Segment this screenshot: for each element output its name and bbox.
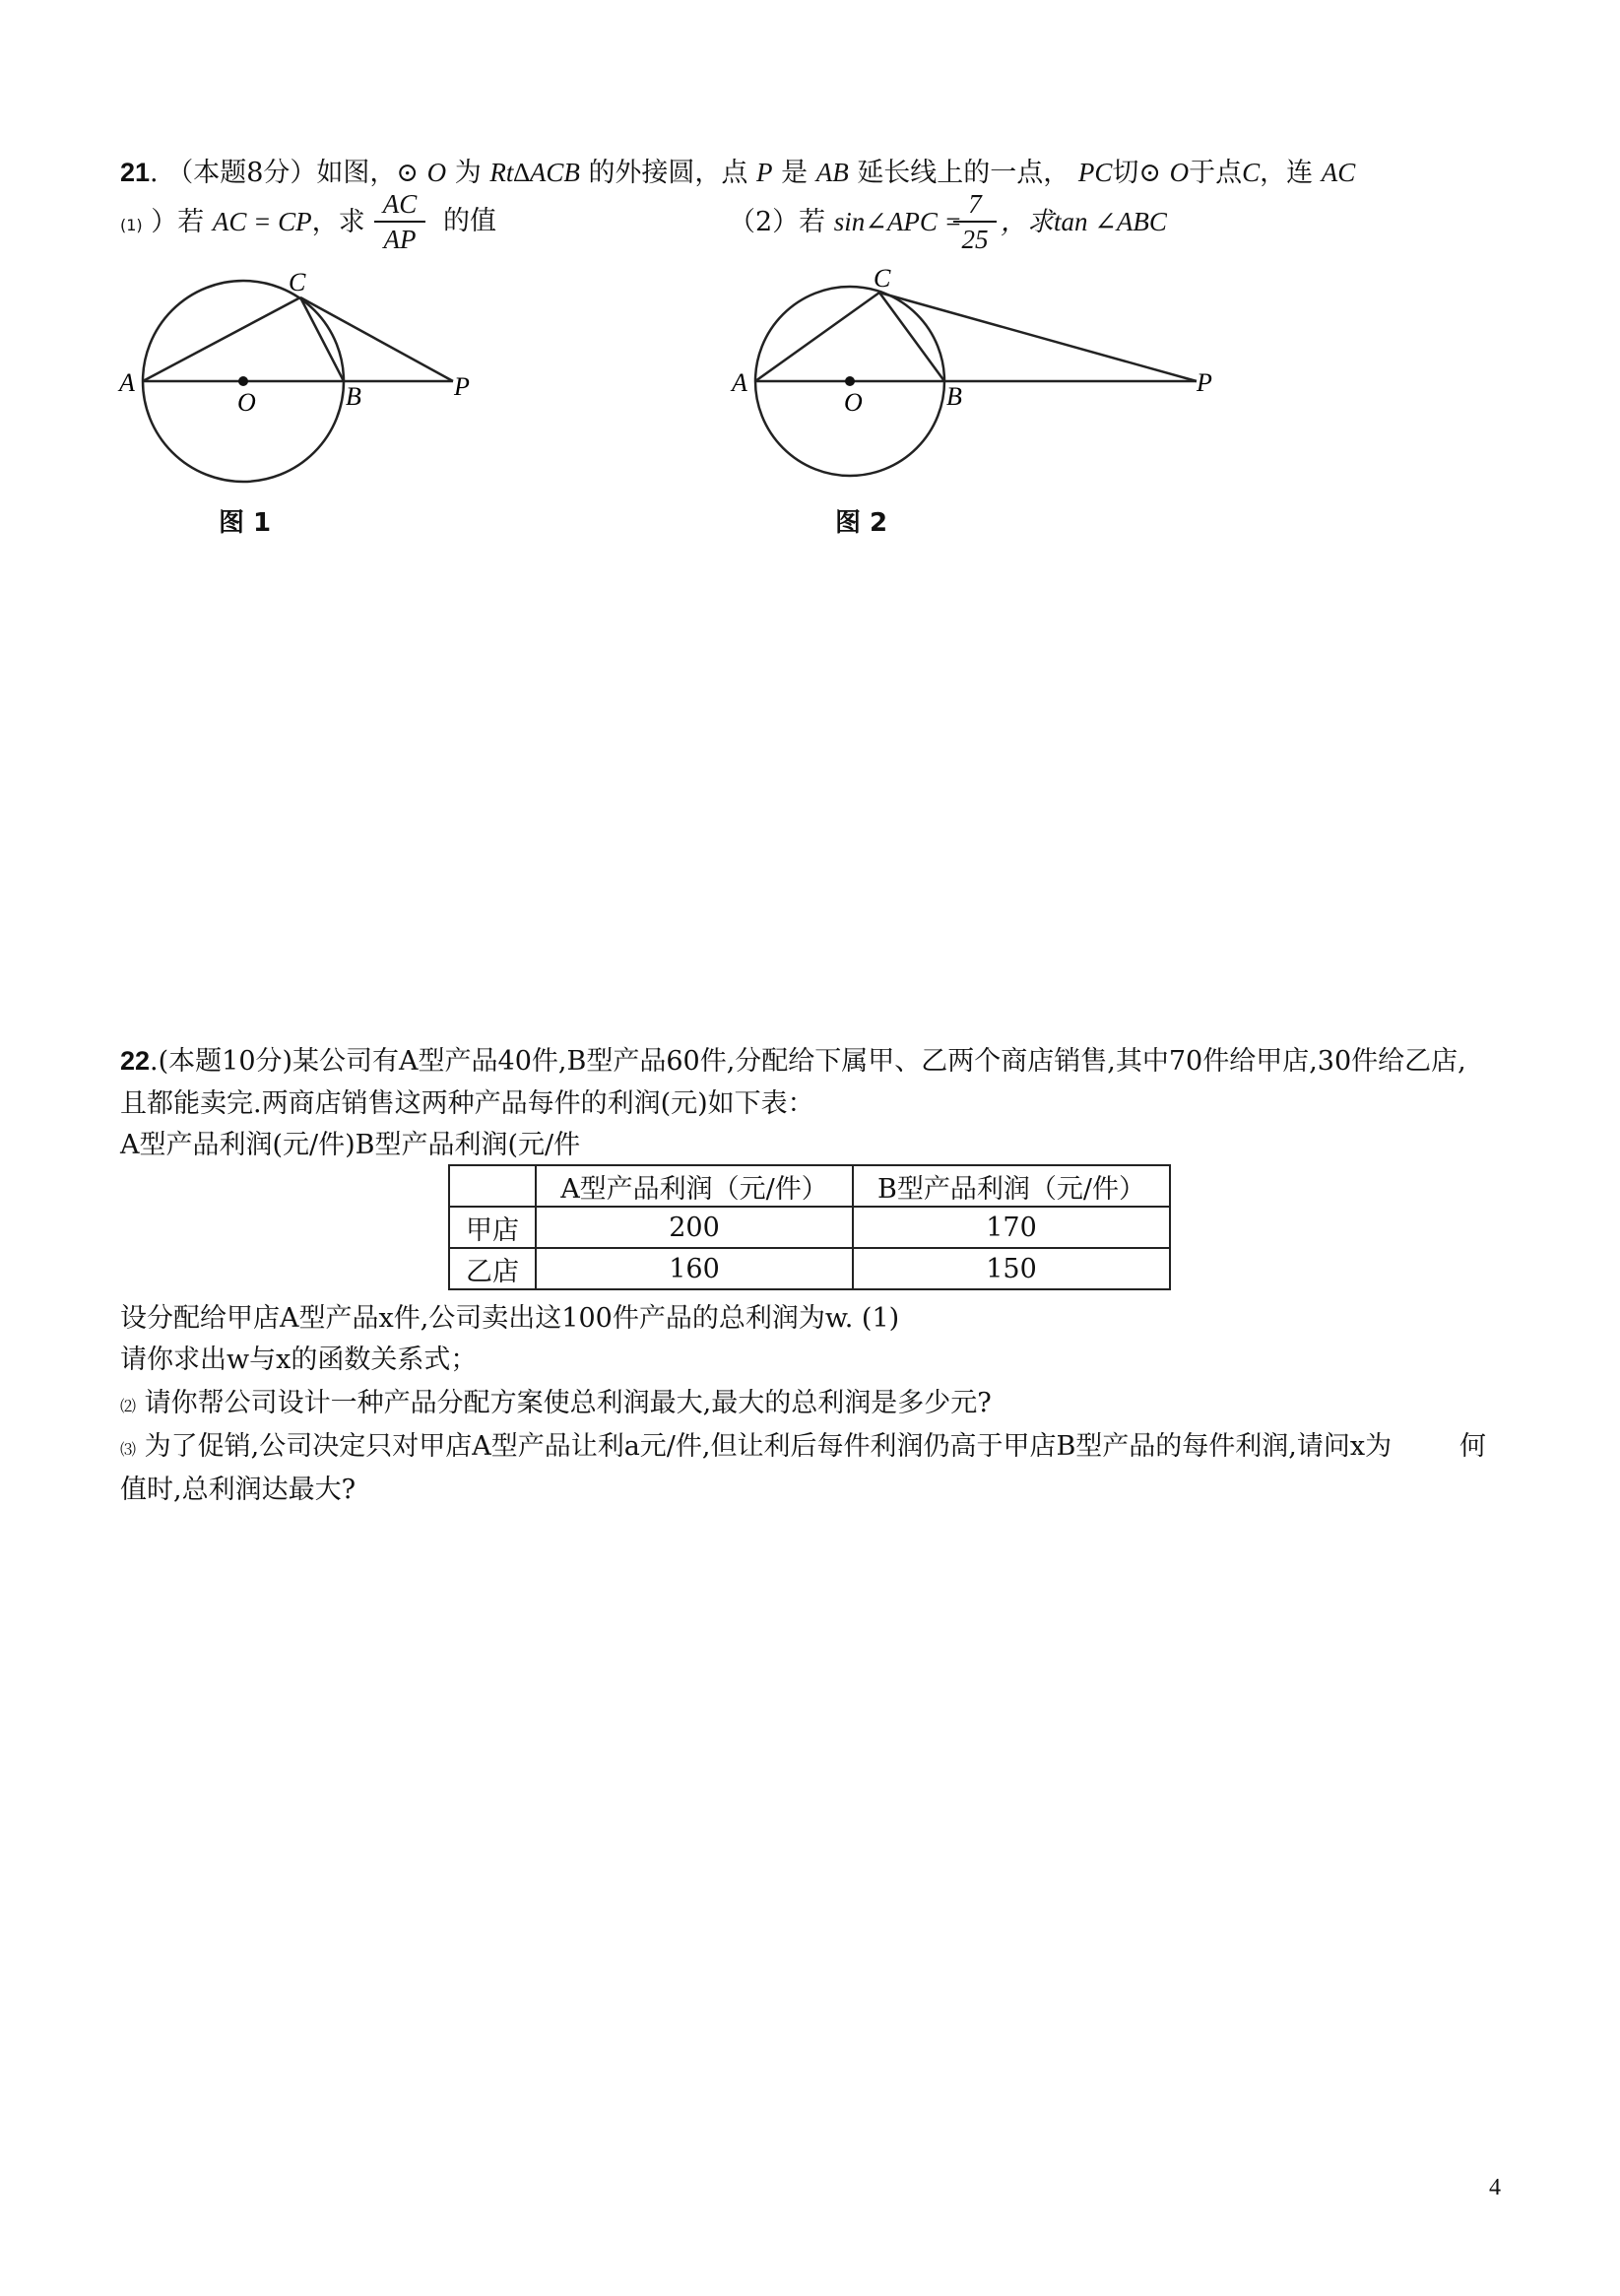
fig2-caption: 图 2: [835, 508, 888, 538]
fig1-caption: 图 1: [219, 508, 272, 538]
q21-shi: 是: [781, 158, 809, 188]
q21-part1-eq: AC = CP: [212, 207, 312, 236]
q22-line6: [120, 1387, 992, 1423]
q21-part2-end: ，求tan ∠ABC: [1001, 207, 1167, 236]
q22-marker-3: ⑶: [120, 1440, 137, 1459]
q21-ac: AC: [1321, 158, 1356, 187]
fig2-line-cp: [879, 293, 1197, 381]
q21-part1-denominator: AP: [383, 225, 417, 254]
q21-part2-fraction: [953, 189, 997, 254]
fig1-label-o: O: [237, 388, 256, 417]
fig2-label-a: A: [732, 368, 747, 397]
q22-line7: [120, 1430, 1392, 1467]
q21-part1-end: 的值: [443, 206, 496, 236]
fig2-line-ac: [755, 293, 879, 381]
q22-line1: [120, 1044, 1466, 1079]
profit-table: [448, 1164, 1171, 1290]
fig1-center-dot: [238, 376, 248, 386]
q21-part2-numerator: 7: [968, 189, 982, 219]
q21-c: C: [1242, 158, 1261, 187]
q22-line4: 设分配给甲店A型产品x件,公司卖出这100件产品的总利润为w. (1): [120, 1303, 900, 1334]
table-cell: 160: [536, 1248, 853, 1289]
q21-outer-circle: 的外接圆，点: [588, 158, 748, 188]
q21-part1-qiu: ，求: [311, 207, 365, 237]
fig1-label-p: P: [454, 372, 470, 401]
q21-part1: [120, 205, 365, 242]
fraction-bar: [374, 221, 425, 223]
q21-points: （本题8分）如图，: [166, 158, 397, 188]
q22-line2: 且都能卖完.两商店销售这两种产品每件的利润(元)如下表：: [120, 1088, 814, 1119]
q21-part2: [729, 205, 962, 239]
table-header-cell: B型产品利润（元/件）: [853, 1165, 1170, 1207]
q21-o2: O: [1169, 158, 1190, 187]
figure-2: [724, 261, 1236, 547]
q22-line5: 请你求出w与x的函数关系式；: [120, 1345, 478, 1375]
q21-part1-numerator: AC: [382, 189, 418, 219]
q21-part1-paren: ）若: [151, 207, 205, 237]
table-cell: 甲店: [449, 1207, 536, 1248]
q21-dot: .: [150, 158, 159, 188]
q21-part2-marker: （2）若: [729, 207, 826, 237]
fig1-label-b: B: [346, 382, 361, 411]
table-cell: 150: [853, 1248, 1170, 1289]
q22-marker-2: ⑵: [120, 1397, 137, 1415]
q22-line7-text: 为了促销,公司决定只对甲店A型产品让利a元/件,但让利后每件利润仍高于甲店B型产品的每件利润,请问x为: [144, 1431, 1393, 1462]
q21-part1-marker: (1): [120, 216, 143, 234]
table-row: [449, 1207, 1170, 1248]
odot-symbol-2: ⊙: [1138, 158, 1162, 188]
q22-line3: A型产品利润(元/件)B型产品利润(元/件: [120, 1130, 581, 1160]
q22-number: 22: [120, 1046, 151, 1076]
table-header-cell: A型产品利润（元/件）: [536, 1165, 853, 1207]
q21-line1: [120, 156, 1355, 190]
q21-part2-eq: sin∠APC =: [833, 207, 962, 236]
table-cell: 乙店: [449, 1248, 536, 1289]
fig2-label-p: P: [1197, 368, 1212, 397]
fig2-label-c: C: [874, 264, 891, 293]
fig1-line-ac: [143, 297, 300, 381]
fraction-bar: [953, 221, 997, 223]
q21-part2-denominator: 25: [961, 225, 989, 254]
table-row: [449, 1248, 1170, 1289]
page-number: 4: [1489, 2175, 1501, 2200]
figure-1: [113, 261, 487, 547]
fig1-label-c: C: [289, 268, 306, 296]
q21-part1-fraction: [374, 189, 425, 254]
q22-line1-text: .(本题10分)某公司有A型产品40件,B型产品60件,分配给下属甲、乙两个商店销售,其中70件给甲店,30件给乙店,: [150, 1046, 1466, 1077]
q22-line6-text: 请你帮公司设计一种产品分配方案使总利润最大,最大的总利润是多少元?: [144, 1388, 992, 1418]
q22-line7-end: 何: [1459, 1431, 1486, 1462]
table-cell: 170: [853, 1207, 1170, 1248]
q21-rt-triangle: Rt∆ACB: [489, 158, 580, 187]
q21-qie: 切: [1112, 158, 1139, 188]
q21-o1: O: [426, 158, 447, 187]
q21-p: P: [756, 158, 773, 187]
odot-symbol-1: ⊙: [396, 158, 420, 188]
q21-number: 21: [120, 158, 151, 187]
fig2-center-dot: [845, 376, 855, 386]
table-cell: 200: [536, 1207, 853, 1248]
q21-lian: ，连: [1260, 158, 1314, 188]
fig2-label-o: O: [844, 388, 863, 417]
q21-yudian: 于点: [1189, 158, 1243, 188]
fig2-label-b: B: [946, 382, 962, 411]
q21-pc: PC: [1077, 158, 1113, 187]
table-header-cell: [449, 1165, 536, 1207]
q21-extension: 延长线上的一点，: [857, 158, 1070, 188]
q21-wei: 为: [454, 158, 482, 188]
fig1-label-a: A: [119, 368, 135, 397]
table-header-row: [449, 1165, 1170, 1207]
q22-line8: 值时,总利润达最大?: [120, 1475, 356, 1505]
q21-ab: AB: [815, 158, 849, 187]
